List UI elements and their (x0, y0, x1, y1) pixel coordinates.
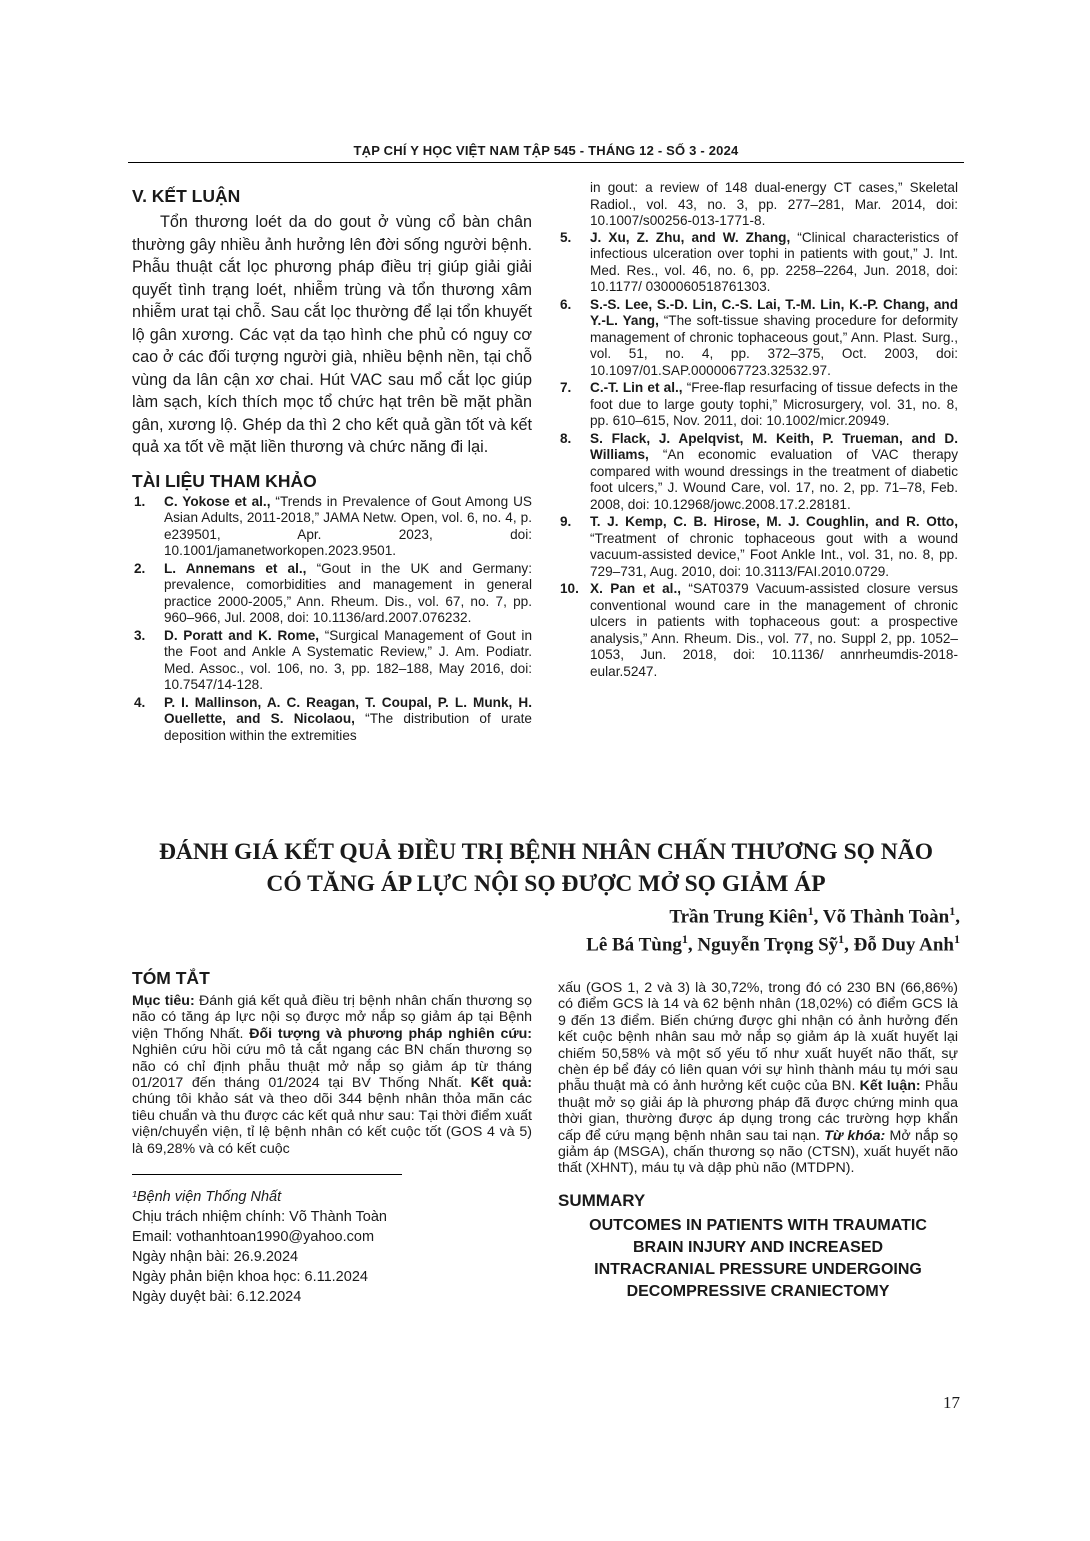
label-results: Kết quả: (470, 1075, 532, 1092)
abstract-results-cont: xấu (GOS 1, 2 và 3) là 30,72%, trong đó có 230 BN (66,86%) có điểm GCS là 14 và 62 bệnh nhân (18,02%) có điểm GCS là 9 đến 13 điểm. Biến chứng được ghi nhận có ảnh hưởng đến kết cuộc bệnh nhân sau mở nắp sọ giảm áp là xuất huyết lại chiếm 50,58% và một số yếu tố như xuất huyết não thất, sự chèn ép bể đáy có liên quan với sự hình thành máu tụ mới sau phẫu thuật mà có ảnh hưởng kết cuộc của BN. (558, 980, 958, 1095)
reference-number: 9. (560, 514, 572, 529)
authors-line-2 (480, 932, 960, 956)
conclusion-heading: V. KẾT LUẬN (132, 186, 241, 206)
author-affiliation-mark: 1 (949, 904, 956, 918)
reference-item (558, 297, 958, 380)
summary-title-line: DECOMPRESSIVE CRANIECTOMY (626, 1282, 890, 1300)
references-heading: TÀI LIỆU THAM KHẢO (132, 470, 317, 491)
article-title (120, 836, 972, 900)
abstract-text-left (132, 993, 532, 1157)
abstract-methods: Nghiên cứu hồi cứu mô tả cắt ngang các BN chấn thương sọ não có chỉ định phẫu thuật mở nắp sọ giảm áp từ tháng 01/2017 đến tháng 01/2024 tại BV Thống Nhất. (132, 1042, 532, 1092)
footnote-responsible: Chịu trách nhiệm chính: Võ Thành Toàn (132, 1209, 387, 1226)
reference-authors: S. Flack, J. Apelqvist, M. Keith, P. Trueman, and D. Williams, (590, 430, 958, 462)
author-separator: , (687, 934, 698, 956)
authors-line-1 (480, 904, 960, 928)
summary-title-line: OUTCOMES IN PATIENTS WITH TRAUMATIC (589, 1216, 927, 1234)
reference-item (558, 514, 958, 580)
reference-text: “Gout in the UK and Germany: prevalence, comorbidities and management in general practice 2000-2005,” Ann. Rheum. Dis., vol. 67, no. 7, pp. 960–966, Jul. 2008, doi: 10.1136/ard.2007.076232. (164, 560, 532, 625)
author-name: Trần Trung Kiên (669, 906, 808, 928)
reference-item (132, 494, 532, 560)
reference-item (558, 581, 958, 680)
author-affiliation-mark: 1 (681, 932, 688, 946)
reference-authors: X. Pan et al., (590, 581, 682, 596)
column-left-bottom (132, 968, 532, 1307)
abstract-heading: TÓM TẮT (132, 968, 210, 988)
author-name: Đỗ Duy Anh (853, 934, 954, 956)
label-methods: Đối tượng và phương pháp nghiên cứu: (249, 1025, 532, 1042)
reference-item (558, 380, 958, 430)
reference-item (558, 431, 958, 514)
conclusion-text: Tổn thương loét da do gout ở vùng cổ bàn chân thường gây nhiều ảnh hưởng lên đời sống người bệnh. Phẫu thuật cắt lọc phương pháp điều trị giúp giải giải quyết tình trạng loét, nhiễm trùng và tổn thương xâm nhiễm urat tại chỗ. Sau cắt lọc thường để lại tổn khuyết lộ gân xương. Các vạt da tạo hình che phủ có nguy cơ cao ở các đối tượng người già, nhiều bệnh nền, tại chỗ vùng da lân cận xơ chai. Hút VAC sau mổ cắt lọc giúp làm sạch, kích thích mọc tổ chức hạt trên bề mặt phần gân, xương lộ. Ghép da thì 2 cho kết quả gần tốt và kết quả xa tốt về mặt liền thương và chức năng đi lại. (132, 213, 532, 456)
author-affiliation-mark: 1 (807, 904, 814, 918)
reference-authors: C. Yokose et al., (164, 493, 271, 509)
summary-title-line: INTRACRANIAL PRESSURE UNDERGOING (594, 1260, 922, 1278)
author-name: Lê Bá Tùng (586, 934, 682, 956)
reference-text: “The distribution of urate deposition within the extremities (164, 711, 532, 743)
reference-number: 3. (134, 627, 146, 643)
reference-item (558, 230, 958, 296)
reference-continuation: in gout: a review of 148 dual-energy CT cases,” Skeletal Radiol., vol. 43, no. 3, pp. 277–281, Mar. 2014, doi: 10.1007/s00256-013-1771-8. (590, 180, 958, 228)
article-title-line: CÓ TĂNG ÁP LỰC NỘI SỌ ĐƯỢC MỞ SỌ GIẢM ÁP (266, 871, 826, 897)
abstract-keywords: Mở nắp sọ giảm áp (MSGA), chấn thương sọ não (CTSN), xuất huyết não thất (XHNT), máu tụ và dập phù não (MTDPN). (558, 1127, 959, 1177)
references-list-right (558, 230, 958, 681)
abstract-conclusion: Phẫu thuật mở sọ giải áp là phương pháp đã được chứng minh qua thời gian, thường được áp dụng trong các trường hợp khẩn cấp để cứu mạng bệnh nhân sau tai nạn. (558, 1078, 959, 1144)
reference-text: “SAT0379 Vacuum-assisted closure versus conventional wound care in the management of chronic ulcers in patients with tophaceous gout: a prospective analysis,” Ann. Rheum. Dis., vol. 77, no. Suppl 2, pp. 1052–1053, Jun. 2018, doi: 10.1136/ annrheumdis-2018-eular.5247. (590, 581, 958, 679)
column-left-top (132, 186, 532, 745)
reference-item (132, 561, 532, 627)
author-separator: , (844, 934, 854, 956)
column-right-bottom (558, 980, 958, 1303)
author-name: Nguyễn Trọng Sỹ (697, 934, 839, 956)
reference-number: 6. (560, 296, 572, 312)
reference-item (132, 695, 532, 745)
reference-authors: T. J. Kemp, C. B. Hirose, M. J. Coughlin, and R. Otto, (590, 514, 958, 529)
footnote-reviewed: Ngày phản biện khoa học: 6.11.2024 (132, 1269, 368, 1286)
reference-authors: J. Xu, Z. Zhu, and W. Zhang, (590, 229, 791, 245)
summary-heading: SUMMARY (558, 1190, 646, 1210)
footnotes (132, 1187, 532, 1307)
label-keywords: Từ khóa: (824, 1127, 886, 1144)
abstract-results: chúng tôi khảo sát và theo dõi 344 bệnh nhân thỏa mãn các tiêu chuẩn và thu được các kết quả như sau: Tại thời điểm xuất viện/chuyển viện, tỉ lệ bệnh nhân có kết cuộc tốt (GOS 4 và 5) là 69,28% và có kết cuộc (132, 1091, 532, 1157)
reference-authors: D. Poratt and K. Rome, (164, 627, 320, 643)
summary-title-line: BRAIN INJURY AND INCREASED (632, 1238, 884, 1256)
reference-text: “Surgical Management of Gout in the Foot and Ankle A Systematic Review,” J. Am. Podiatr. Med. Assoc., vol. 106, no. 3, pp. 182–188, May 2016, doi: 10.7547/14-128. (164, 627, 532, 692)
article-title-line: ĐÁNH GIÁ KẾT QUẢ ĐIỀU TRỊ BỆNH NHÂN CHẤN THƯƠNG SỌ NÃO (158, 839, 934, 865)
reference-authors: P. I. Mallinson, A. C. Reagan, T. Coupal, P. L. Munk, H. Ouellette, and S. Nicolaou, (164, 694, 532, 726)
reference-number: 5. (560, 229, 572, 245)
reference-text: “An economic evaluation of VAC therapy compared with wound dressings in the treatment of diabetic foot ulcers,” J. Wound Care, vol. 17, no. 2, pp. 71–78, Feb. 2008, doi: 10.12968/jowc.2008.17.2.28181. (590, 447, 958, 512)
reference-number: 10. (560, 581, 579, 596)
author-affiliation-mark: 1 (838, 932, 845, 946)
author-name: Võ Thành Toàn (822, 906, 950, 928)
page-number: 17 (943, 1393, 960, 1412)
abstract-objective: Đánh giá kết quả điều trị bệnh nhân chấn thương sọ não có tăng áp lực nội sọ được mở nắp sọ giảm áp tại Bệnh viện Thống Nhất. (132, 993, 533, 1042)
label-conclusion: Kết luận: (859, 1078, 921, 1095)
reference-number: 2. (134, 560, 146, 576)
footnote-affiliation: ¹Bệnh viện Thống Nhất (132, 1189, 282, 1206)
running-header: TẠP CHÍ Y HỌC VIỆT NAM TẬP 545 - THÁNG 12 - SỐ 3 - 2024 (353, 143, 739, 158)
summary-title (558, 1215, 958, 1303)
abstract-text-right (558, 980, 958, 1177)
reference-authors: L. Annemans et al., (164, 560, 307, 576)
reference-number: 8. (560, 430, 572, 446)
references-list-left (132, 494, 532, 745)
author-separator: , (813, 906, 823, 928)
author-separator: , (955, 906, 960, 928)
reference-number: 4. (134, 694, 146, 710)
reference-text: “Treatment of chronic tophaceous gout with a wound vacuum-assisted device,” Foot Ankle Int., vol. 31, no. 8, pp. 729–731, Aug. 2010, doi: 10.3113/FAI.2010.0729. (590, 530, 958, 579)
footnote-rule (132, 1174, 402, 1175)
footnote-accepted: Ngày duyệt bài: 6.12.2024 (132, 1289, 302, 1306)
reference-number: 1. (134, 493, 146, 509)
footnote-received: Ngày nhận bài: 26.9.2024 (132, 1249, 299, 1266)
reference-text: “Free-flap resurfacing of tissue defects in the foot due to large gouty tophi,” Microsurgery, vol. 31, no. 8, pp. 610–615, Nov. 2011, doi: 10.1002/micr.20949. (590, 380, 958, 428)
header-rule (128, 162, 964, 163)
reference-authors: S.-S. Lee, S.-D. Lin, C.-S. Lai, T.-M. Lin, K.-P. Chang, and Y.-L. Yang, (590, 296, 958, 328)
label-objective: Mục tiêu: (132, 993, 195, 1009)
reference-text: “Clinical characteristics of infectious ulceration over tophi in patients with gout,” J. Int. Med. Res., vol. 46, no. 6, pp. 2258–2264, Jun. 2018, doi: 10.1177/ 0300060518761303. (590, 229, 958, 294)
column-right-top (558, 180, 958, 681)
reference-text: “The soft-tissue shaving procedure for deformity management of chronic tophaceous gout,” Ann. Plast. Surg., vol. 51, no. 4, pp. 372–375, Oct. 2003, doi: 10.1097/01.SAP.0000067723.32532.97. (590, 313, 958, 378)
footnote-email: Email: vothanhtoan1990@yahoo.com (132, 1229, 375, 1246)
reference-authors: C.-T. Lin et al., (590, 380, 683, 395)
reference-number: 7. (560, 380, 572, 395)
author-affiliation-mark: 1 (954, 932, 960, 946)
reference-item (132, 628, 532, 694)
reference-text: “Trends in Prevalence of Gout Among US Asian Adults, 2011-2018,” JAMA Netw. Open, vol. 6, no. 4, p. e239501, Apr. 2023, doi: 10.1001/jamanetworkopen.2023.9501. (164, 493, 532, 558)
